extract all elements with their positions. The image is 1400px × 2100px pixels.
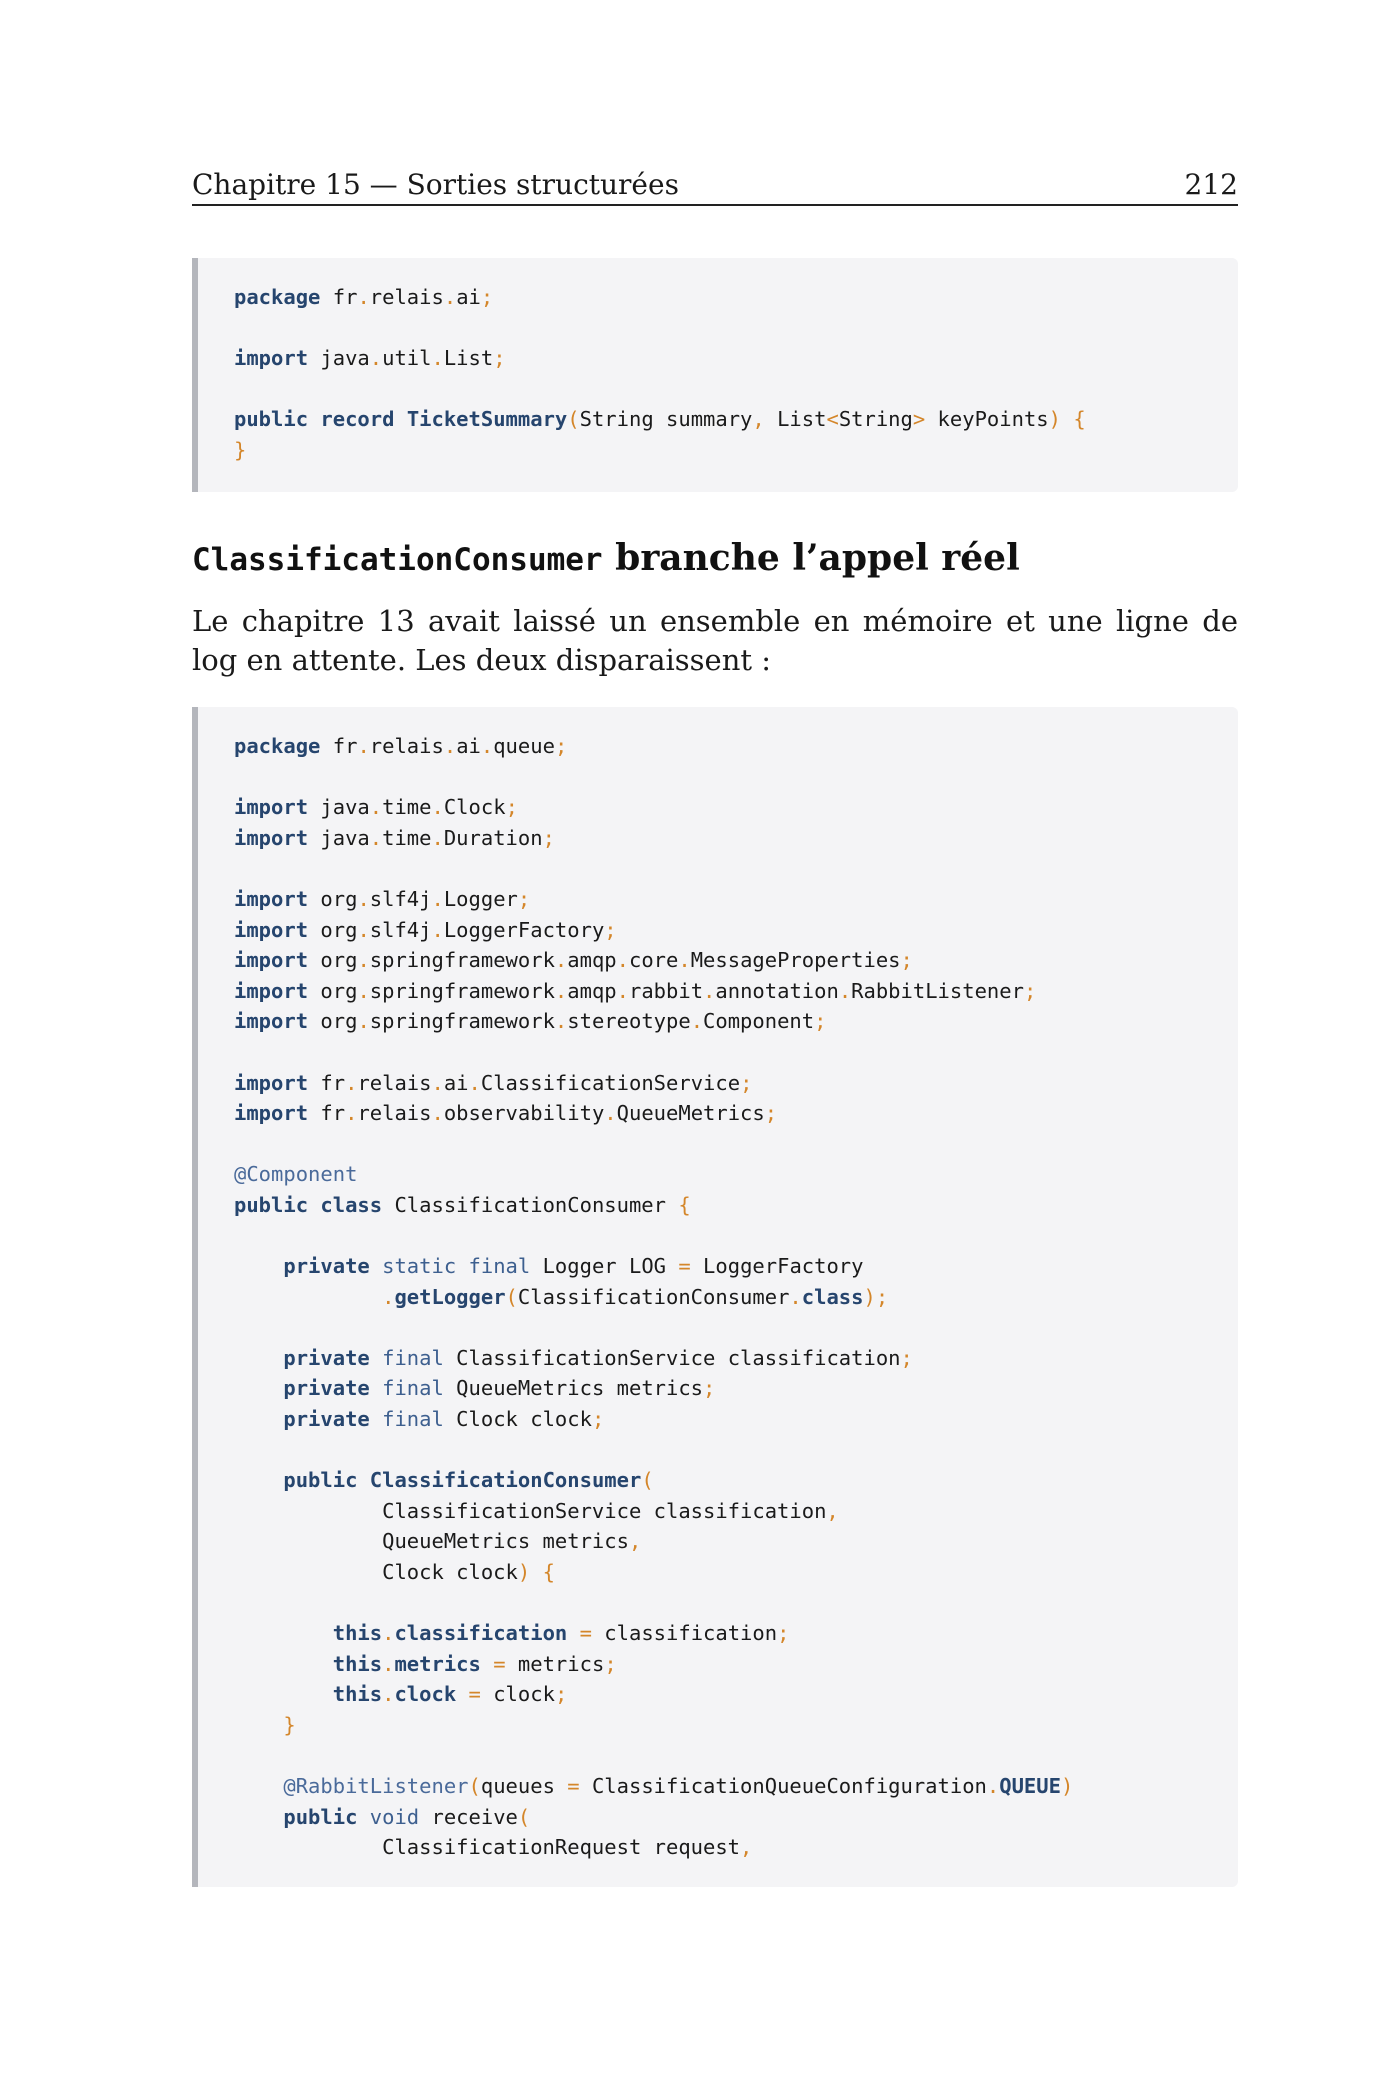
page-number: 212 <box>1184 168 1238 201</box>
section-heading-text: branche l’appel réel <box>602 537 1020 579</box>
section-heading <box>192 534 1238 582</box>
code-block-classification-consumer <box>192 707 1238 1887</box>
code-listing: package fr.relais.ai.queue; import java.time.Clock; import java.time.Duration; import org.slf4j.Logger; import org.slf4j.LoggerFactory; import org.springframework.amqp.core.MessageProperties; import org.springframework.amqp.rabbit.annotation.RabbitListener; import org.springframework.stereotype.Component; import fr.relais.ai.ClassificationService; import fr.relais.observability.QueueMetrics; @Component public class ClassificationConsumer { private static final Logger LOG = LoggerFactory .getLogger(ClassificationConsumer.class); private final ClassificationService classification; private final QueueMetrics metrics; private final Clock clock; public ClassificationConsumer( ClassificationService classification, QueueMetrics metrics, Clock clock) { this.classification = classification; this.metrics = metrics; this.clock = clock; } @RabbitListener(queues = ClassificationQueueConfiguration.QUEUE) public void receive( ClassificationRequest request, <box>234 734 1074 1860</box>
section-heading-code: ClassificationConsumer <box>192 542 603 578</box>
chapter-title: Chapitre 15 — Sorties structurées <box>192 168 679 201</box>
body-paragraph: Le chapitre 13 avait laissé un ensemble en mémoire et une ligne de log en attente. Les deux disparaissent : <box>192 604 1238 677</box>
code-block-ticket-summary <box>192 258 1238 492</box>
running-header <box>192 164 1238 206</box>
code-listing: package fr.relais.ai; import java.util.List; public record TicketSummary(String summary, List<String> keyPoints) { } <box>234 285 1086 462</box>
